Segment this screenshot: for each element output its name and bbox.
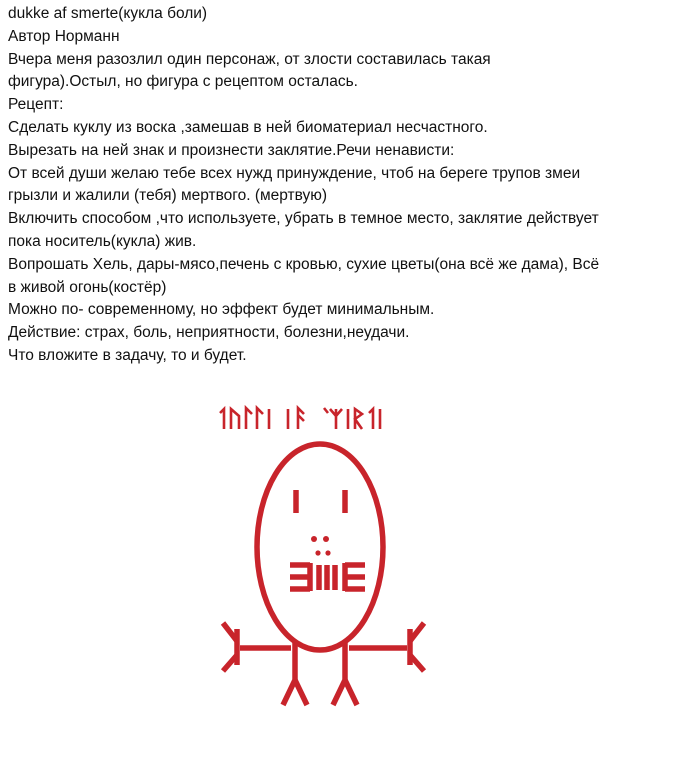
sigil-leg-right [333, 643, 345, 705]
post-line: От всей души желаю тебе всех нужд принуждение, чтоб на береге трупов змеи [8, 164, 581, 182]
post-line: грызли и жалили (тебя) мертвого. (мертвую) [8, 187, 328, 205]
sigil-mouth-left-rune [290, 563, 310, 591]
sigil-figure [195, 395, 485, 735]
post-line: фигура).Остыл, но фигура с рецептом осталась. [8, 73, 358, 91]
post-line: Вопрошать Хель, дары-мясо,печень с кровью, сухие цветы(она всё же дама), Всё [8, 255, 600, 273]
post-recipe-heading: Рецепт: [8, 96, 64, 114]
post-text [8, 3, 683, 368]
sigil-nose-dot [323, 536, 329, 542]
post-line: Можно по- современному, но эффект будет минимальным. [8, 301, 435, 319]
post-line: в живой огонь(костёр) [8, 278, 167, 296]
post-line: Включить способом ,что используете, убрать в темное место, заклятие действует [8, 210, 599, 228]
post-line: Действие: страх, боль, неприятности, болезни,неудачи. [8, 324, 410, 342]
post-line: Вчера меня разозлил один персонаж, от злости составилась такая [8, 50, 491, 68]
post-line: пока носитель(кукла) жив. [8, 232, 197, 250]
sigil-head [257, 444, 383, 650]
sigil-mouth-dot [325, 550, 330, 555]
post-line: Вырезать на ней знак и произнести заклятие.Речи ненависти: [8, 141, 455, 159]
sigil-leg-left [283, 643, 295, 705]
post-line: Сделать куклу из воска ,замешав в ней биоматериал несчастного. [8, 118, 488, 136]
sigil-mouth-bars [319, 565, 335, 590]
post-title: dukke af smerte(кукла боли) [8, 5, 208, 22]
rune-inscription [220, 408, 380, 429]
sigil-image [195, 395, 485, 735]
post-author: Автор Норманн [8, 27, 120, 45]
sigil-nose-dot [311, 536, 317, 542]
sigil-mouth-right-rune [345, 563, 365, 591]
sigil-mouth-dot [315, 550, 320, 555]
post-line: Что вложите в задачу, то и будет. [8, 346, 247, 364]
